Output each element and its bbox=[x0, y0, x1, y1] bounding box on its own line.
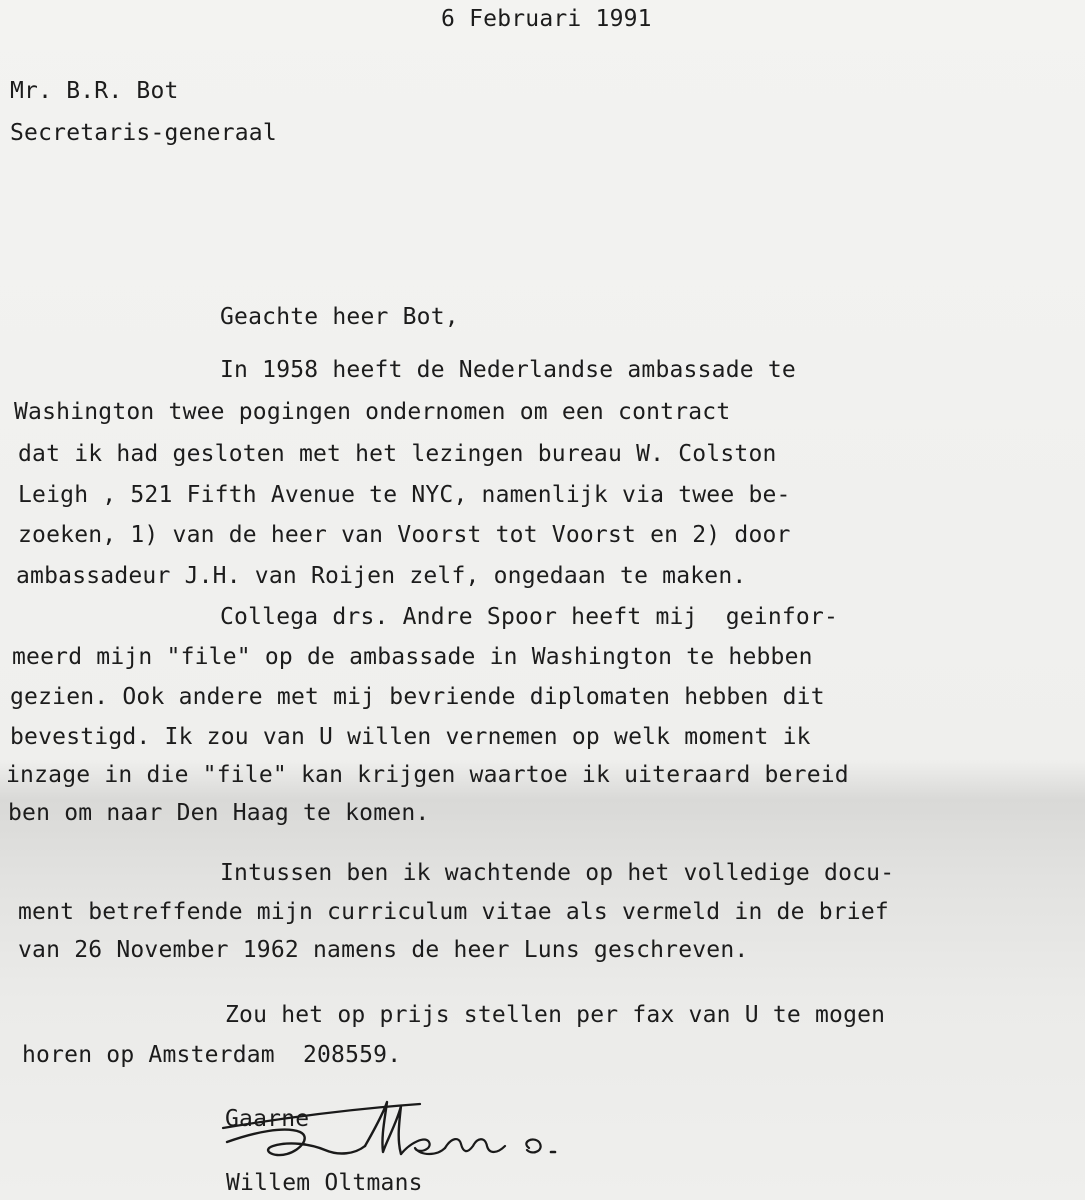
signature bbox=[215, 1092, 685, 1172]
letter-date: 6 Februari 1991 bbox=[441, 6, 652, 32]
paragraph1-line: ambassadeur J.H. van Roijen zelf, ongedaan te maken. bbox=[16, 563, 747, 589]
paragraph3-line: ment betreffende mijn curriculum vitae als vermeld in de brief bbox=[18, 899, 889, 925]
paragraph3-line: Intussen ben ik wachtende op het volledige docu- bbox=[220, 860, 895, 886]
paragraph2-line: bevestigd. Ik zou van U willen vernemen op welk moment ik bbox=[10, 724, 811, 750]
closing: Gaarne bbox=[225, 1106, 310, 1132]
paragraph1-line: dat ik had gesloten met het lezingen bureau W. Colston bbox=[18, 441, 777, 467]
paragraph4-line: Zou het op prijs stellen per fax van U te mogen bbox=[225, 1002, 886, 1028]
paragraph2-line: ben om naar Den Haag te komen. bbox=[8, 800, 430, 826]
recipient-name: Mr. B.R. Bot bbox=[10, 78, 179, 104]
paragraph2-line: inzage in die "file" kan krijgen waartoe ik uiteraard bereid bbox=[6, 762, 849, 788]
paragraph1-line: zoeken, 1) van de heer van Voorst tot Voorst en 2) door bbox=[18, 522, 791, 548]
paragraph1-line: Leigh , 521 Fifth Avenue te NYC, namenlijk via twee be- bbox=[18, 482, 791, 508]
recipient-title: Secretaris-generaal bbox=[10, 120, 277, 146]
paragraph3-line: van 26 November 1962 namens de heer Luns geschreven. bbox=[18, 937, 749, 963]
paragraph4-line: horen op Amsterdam 208559. bbox=[22, 1042, 402, 1068]
paragraph2-line: gezien. Ook andere met mij bevriende diplomaten hebben dit bbox=[10, 684, 825, 710]
paragraph1-line: In 1958 heeft de Nederlandse ambassade te bbox=[220, 357, 796, 383]
signer-name: Willem Oltmans bbox=[226, 1170, 423, 1196]
paragraph2-line: Collega drs. Andre Spoor heeft mij geinfor- bbox=[220, 604, 839, 630]
paragraph1-line: Washington twee pogingen ondernomen om een contract bbox=[14, 399, 731, 425]
salutation: Geachte heer Bot, bbox=[220, 304, 459, 330]
paragraph2-line: meerd mijn "file" op de ambassade in Washington te hebben bbox=[12, 644, 813, 670]
